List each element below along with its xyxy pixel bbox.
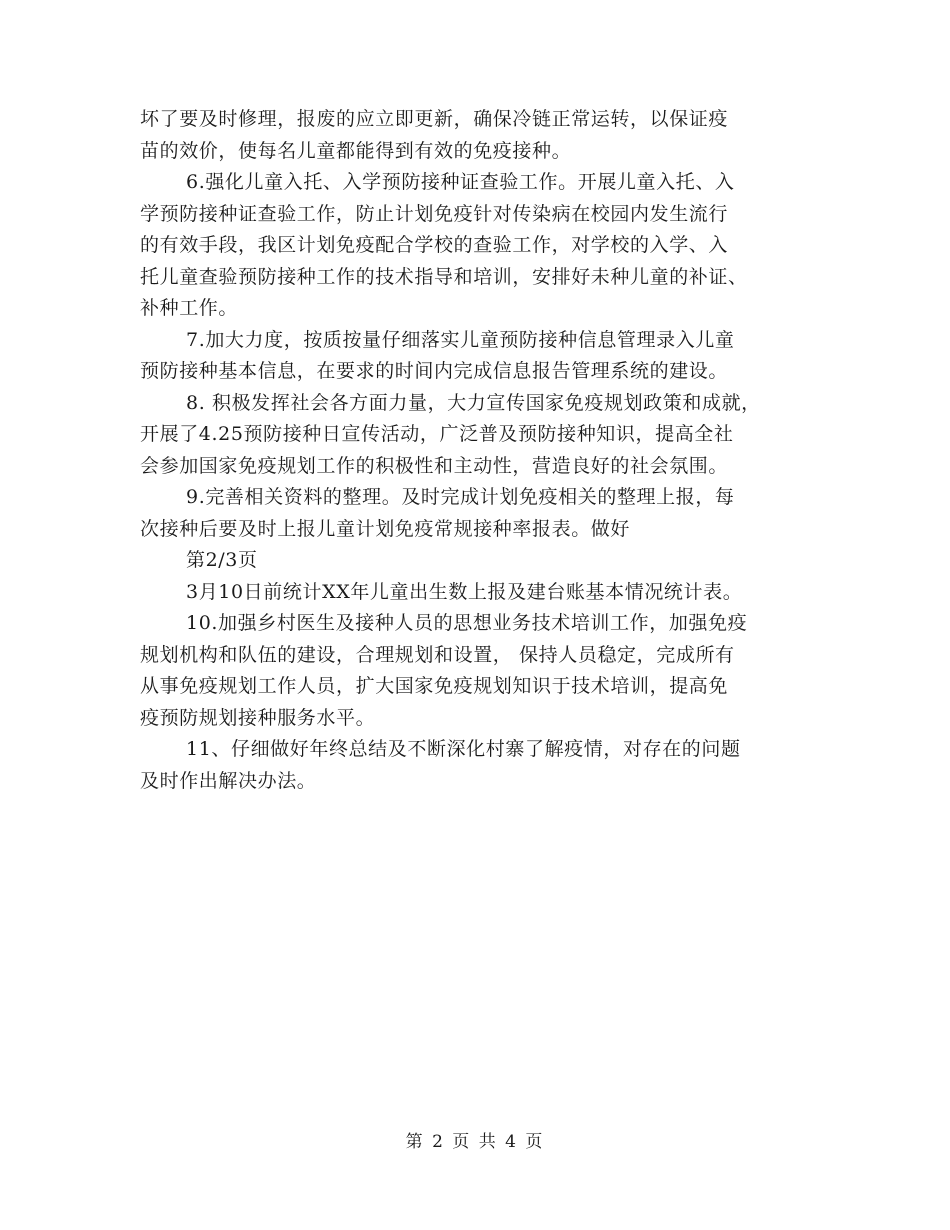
text-line: 10.加强乡村医生及接种人员的思想业务技术培训工作，加强免疫	[186, 612, 748, 634]
text-line: 规划机构和队伍的建设，合理规划和设置， 保持人员稳定，完成所有	[140, 643, 735, 666]
text-line: 7.加大力度，按质按量仔细落实儿童预防接种信息管理录入儿童	[186, 328, 735, 351]
text-line: 会参加国家免疫规划工作的积极性和主动性，营造良好的社会氛围。	[140, 454, 729, 477]
document-body	[140, 104, 830, 797]
text-line: 开展了4.25预防接种日宣传活动，广泛普及预防接种知识，提高全社	[140, 423, 734, 445]
text-line: 苗的效价，使每名儿童都能得到有效的免疫接种。	[140, 139, 572, 162]
text-line: 补种工作。	[140, 297, 239, 319]
text-line: 8. 积极发挥社会各方面力量，大力宣传国家免疫规划政策和成就，	[186, 391, 761, 414]
text-line: 从事免疫规划工作人员，扩大国家免疫规划知识于技术培训，提高免	[140, 675, 729, 697]
text-line: 托儿童查验预防接种工作的技术指导和培训，安排好未种儿童的补证、	[140, 265, 748, 288]
text-line: 疫预防规划接种服务水平。	[140, 706, 376, 729]
text-line: 第2/3页	[186, 549, 258, 571]
text-line: 6.强化儿童入托、入学预防接种证查验工作。开展儿童入托、入	[186, 171, 735, 193]
text-line: 学预防接种证查验工作，防止计划免疫针对传染病在校园内发生流行	[140, 202, 729, 225]
text-line: 次接种后要及时上报儿童计划免疫常规接种率报表。做好	[140, 517, 631, 540]
text-line: 的有效手段，我区计划免疫配合学校的查验工作，对学校的入学、入	[140, 234, 729, 256]
text-line: 及时作出解决办法。	[140, 769, 317, 792]
text-line: 3月10日前统计XX年儿童出生数上报及建台账基本情况统计表。	[186, 580, 743, 603]
text-line: 预防接种基本信息，在要求的时间内完成信息报告管理系统的建设。	[140, 360, 729, 382]
page-footer: 第 2 页 共 4 页	[405, 1132, 545, 1152]
text-line: 9.完善相关资料的整理。及时完成计划免疫相关的整理上报，每	[186, 486, 735, 508]
text-line: 11、仔细做好年终总结及不断深化村寨了解疫情，对存在的问题	[186, 738, 741, 760]
text-line: 坏了要及时修理，报废的应立即更新，确保冷链正常运转，以保证疫	[140, 108, 729, 130]
